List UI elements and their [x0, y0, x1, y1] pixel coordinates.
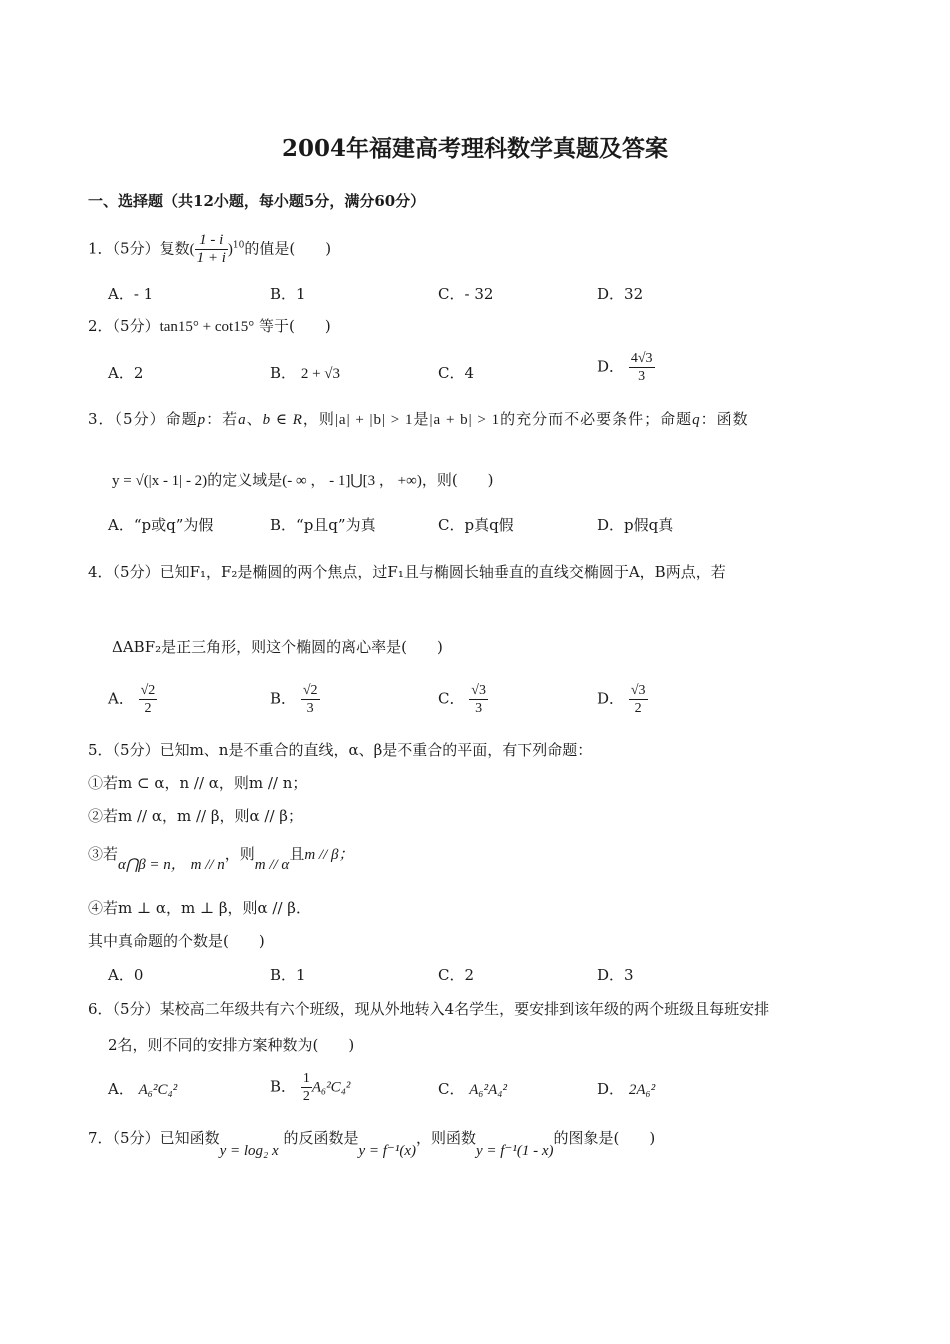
q4-option-c: C． $\frac{√3}{3}$	[438, 683, 486, 716]
q5-option-b: B．1	[270, 966, 306, 984]
q5-statement-3: ③若α⋂β = n， m // n，则m // α且m // β；	[88, 845, 354, 873]
q3-function: y = √(|x - 1| - 2)	[112, 473, 208, 489]
question-2	[88, 315, 331, 336]
question-6-line-2: 2名，则不同的安排方案种数为( )	[108, 1036, 355, 1054]
q6-option-b: B． $\frac{1}{2}$ A₆²C₄²	[270, 1071, 351, 1104]
section-heading: 一、选择题（共12小题，每小题5分，满分60分）	[88, 192, 426, 210]
q2-expression: tan15° + cot15°	[159, 319, 255, 335]
q1-fraction: $\frac{1 - i}{1 + i}$	[196, 232, 226, 266]
question-4-line-2: ΔABF₂是正三角形，则这个椭圆的离心率是( )	[112, 638, 443, 656]
question-7: 7．（5分）已知函数y = log₂ x 的反函数是y = f⁻¹(x)，则函数y = f⁻¹(1 - x)的图象是( )	[88, 1129, 656, 1159]
q7-inverse-shifted: y = f⁻¹(1 - x)	[476, 1143, 554, 1159]
q2-prefix: 2．（5分）	[88, 317, 160, 335]
q3-option-d: D．p假q真	[597, 516, 674, 534]
q4-option-d: D． $\frac{√3}{2}$	[597, 683, 646, 716]
question-5-line-1: 5．（5分）已知m、n是不重合的直线，α、β是不重合的平面，有下列命题：	[88, 741, 593, 759]
q4-option-b: B． $\frac{√2}{3}$	[270, 683, 318, 716]
question-6-line-1: 6．（5分）某校高二年级共有六个班级，现从外地转入4名学生，要安排到该年级的两个班级且每班安排	[88, 1000, 770, 1018]
q1-exponent: 10	[232, 240, 245, 251]
q2-suffix: 等于( )	[258, 317, 331, 335]
q3-option-b: B．“p且q”为真	[270, 516, 376, 534]
question-3-line-2: y = √(|x - 1| - 2)的定义域是(- ∞ ， - 1]⋃[3 ， +∞)，则( )	[112, 471, 494, 489]
q2-option-c: C．4	[438, 364, 475, 382]
q2-option-d-fraction: $\frac{4√3}{3}$	[630, 351, 653, 384]
q5-statement-4: ④若m ⊥ α，m ⊥ β，则α // β．	[88, 899, 311, 917]
question-4-line-1: 4．（5分）已知F₁，F₂是椭圆的两个焦点，过F₁且与椭圆长轴垂直的直线交椭圆于A，B两点，若	[88, 563, 726, 581]
q1-option-a: A．- 1	[108, 285, 154, 303]
q7-function-log: y = log₂ x	[219, 1143, 279, 1159]
q1-suffix: 的值是( )	[244, 239, 332, 258]
q3-option-a: A．“p或q”为假	[108, 516, 214, 534]
q5-option-d: D．3	[597, 966, 634, 984]
q2-option-d: D． $\frac{4√3}{3}$	[597, 351, 653, 384]
q1-prefix: 1．（5分）复数	[88, 239, 190, 258]
q6-option-a: A． A₆²C₄²	[108, 1080, 178, 1098]
q2-option-b: B． 2 + √3	[270, 364, 341, 382]
q1-option-c: C．- 32	[438, 285, 494, 303]
q5-statement-2: ②若m // α，m // β，则α // β；	[88, 807, 303, 825]
question-3-line-1: 3．（5分）命题p：若a、b ∈ R，则|a| + |b| > 1是|a + b| > 1的充分而不必要条件；命题q：函数	[88, 410, 749, 428]
page-title: 2004年福建高考理科数学真题及答案	[281, 135, 668, 162]
q2-option-a: A．2	[108, 364, 144, 382]
question-1: 1．（5分）复数( $\frac{1 - i}{1 + i}$ )$^{10}$的值是( )	[88, 232, 332, 266]
q6-option-c: C． A₆²A₄²	[438, 1080, 508, 1098]
q7-inverse: y = f⁻¹(x)	[358, 1143, 416, 1159]
q5-statement-1: ①若m ⊂ α，n // α，则m // n；	[88, 774, 308, 792]
q2-option-b-expr: 2 + √3	[300, 366, 341, 382]
q4-option-a: A． $\frac{√2}{2}$	[108, 683, 156, 716]
q3-option-c: C．p真q假	[438, 516, 514, 534]
q5-ask: 其中真命题的个数是( )	[88, 932, 265, 950]
q1-option-d: D．32	[597, 285, 644, 303]
q1-option-b: B．1	[270, 285, 306, 303]
q5-option-a: A．0	[108, 966, 144, 984]
q6-option-d: D． 2A₆²	[597, 1080, 656, 1098]
q3-domain: (- ∞ ， - 1]⋃[3 ， +∞)	[282, 473, 422, 489]
q5-option-c: C．2	[438, 966, 475, 984]
